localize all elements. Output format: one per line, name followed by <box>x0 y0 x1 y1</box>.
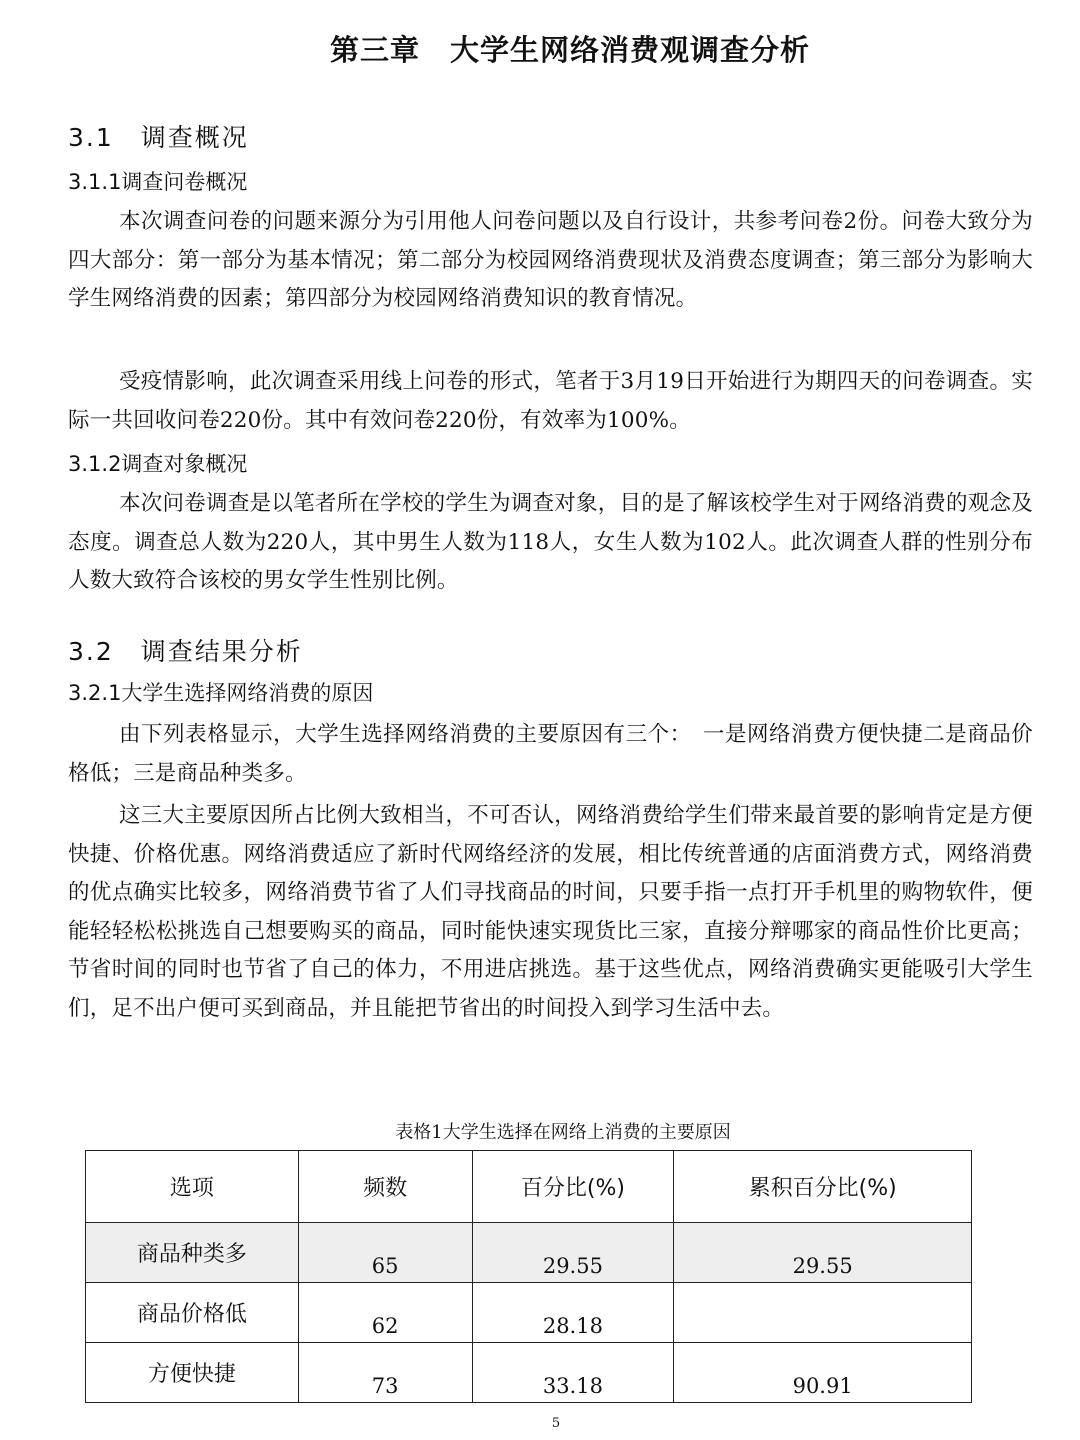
paragraph-survey-method: 受疫情影响，此次调查采用线上问卷的形式，笔者于3月19日开始进行为期四天的问卷调查。实际一共回收问卷220份。其中有效问卷220份，有效率为100%。 <box>68 369 1033 433</box>
cell-frequency: 65 <box>298 1223 472 1283</box>
section-title-3-2: 3.2 调查结果分析 <box>68 637 303 666</box>
cell-frequency: 62 <box>298 1283 472 1343</box>
subsection-title-3-1-2: 3.1.2调查对象概况 <box>68 452 248 476</box>
paragraph-questionnaire-overview: 本次调查问卷的问题来源分为引用他人问卷问题以及自行设计，共参考问卷2份。问卷大致分为四大部分：第一部分为基本情况；第二部分为校园网络消费现状及消费态度调查；第三部分为影响大学生网络消费的因素；第四部分为校园网络消费知识的教育情况。 <box>68 209 1033 312</box>
header-cumulative-percent: 累积百分比(%) <box>674 1151 972 1223</box>
cell-percent: 29.55 <box>472 1223 674 1283</box>
cell-cumulative <box>674 1283 972 1343</box>
paragraph-main-reasons: 由下列表格显示，大学生选择网络消费的主要原因有三个： 一是网络消费方便快捷二是商品价格低；三是商品种类多。 <box>68 722 1033 786</box>
paragraph-survey-subjects: 本次问卷调查是以笔者所在学校的学生为调查对象，目的是了解该校学生对于网络消费的观念及态度。调查总人数为220人，其中男生人数为118人，女生人数为102人。此次调查人群的性别分布人数大致符合该校的男女学生性别比例。 <box>68 491 1033 594</box>
table-row <box>86 1223 972 1283</box>
cell-option: 方便快捷 <box>86 1343 299 1403</box>
cell-option: 商品种类多 <box>86 1223 299 1283</box>
chapter-title: 第三章 大学生网络消费观调查分析 <box>329 33 810 67</box>
table-row <box>86 1283 972 1343</box>
cell-frequency: 73 <box>298 1343 472 1403</box>
reasons-table <box>85 1150 972 1403</box>
paragraph-reasons-analysis: 这三大主要原因所占比例大致相当，不可否认，网络消费给学生们带来最首要的影响肯定是方便快捷、价格优惠。网络消费适应了新时代网络经济的发展，相比传统普通的店面消费方式，网络消费的优点确实比较多，网络消费节省了人们寻找商品的时间，只要手指一点打开手机里的购物软件，便能轻轻松松挑选自己想要购买的商品，同时能快速实现货比三家，直接分辩哪家的商品性价比更高；节省时间的同时也节省了自己的体力，不用进店挑选。基于这些优点，网络消费确实更能吸引大学生们，足不出户便可买到商品，并且能把节省出的时间投入到学习生活中去。 <box>68 803 1033 1021</box>
cell-cumulative: 29.55 <box>674 1223 972 1283</box>
cell-percent: 28.18 <box>472 1283 674 1343</box>
subsection-title-3-2-1: 3.2.1大学生选择网络消费的原因 <box>68 681 374 705</box>
table-caption: 表格1大学生选择在网络上消费的主要原因 <box>395 1122 731 1143</box>
header-percent: 百分比(%) <box>472 1151 674 1223</box>
cell-percent: 33.18 <box>472 1343 674 1403</box>
header-frequency: 频数 <box>298 1151 472 1223</box>
table-row <box>86 1343 972 1403</box>
cell-cumulative: 90.91 <box>674 1343 972 1403</box>
subsection-title-3-1-1: 3.1.1调查问卷概况 <box>68 170 248 194</box>
page-number: 5 <box>551 1416 561 1431</box>
table-header-row <box>86 1151 972 1223</box>
cell-option: 商品价格低 <box>86 1283 299 1343</box>
header-option: 选项 <box>86 1151 299 1223</box>
section-title-3-1: 3.1 调查概况 <box>68 123 249 152</box>
